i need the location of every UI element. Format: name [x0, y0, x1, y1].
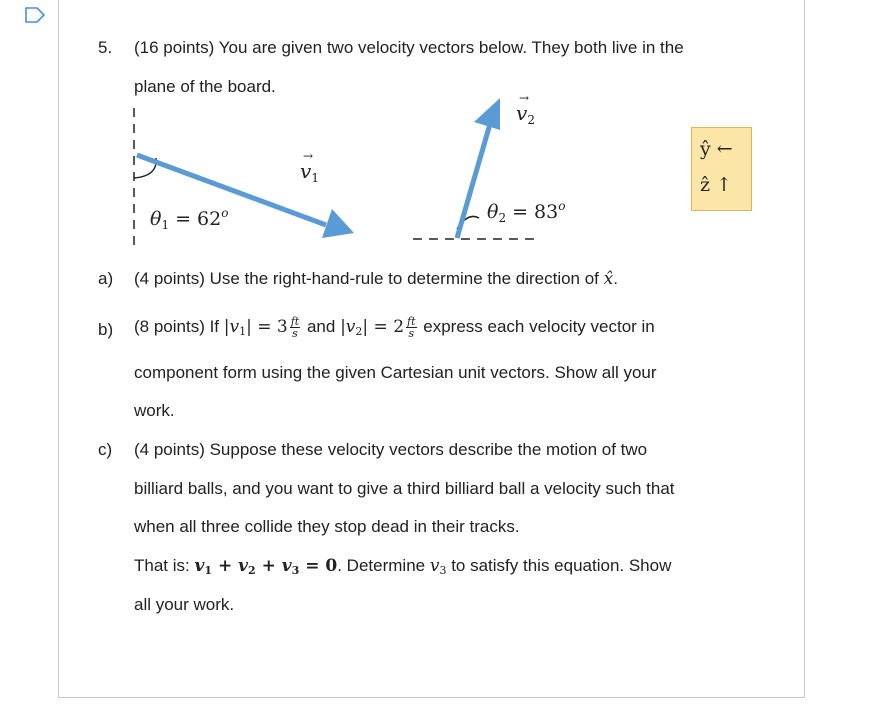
v2-label: $v_2$: [516, 101, 535, 127]
part-c-line-2: billiard balls, and you want to give a third billiard ball a velocity such that: [134, 479, 675, 498]
v1-label: $v_1$: [300, 159, 319, 185]
v1-arrow-accent: →: [303, 149, 314, 163]
vector-v2-head: [474, 98, 500, 130]
part-b-label: b): [98, 320, 114, 339]
unit-vector-legend: [691, 127, 752, 211]
equation: $v_1 + v_2 + v_3 = 0$: [194, 556, 338, 577]
v2-arrow-accent: →: [519, 91, 530, 105]
intro-line-1: You are given two velocity vectors below. They both live in the: [218, 38, 684, 57]
theta2-label: $\theta_2 = 83^o$: [487, 199, 566, 225]
intro-line-2: plane of the board.: [134, 77, 276, 96]
part-c-line-3: when all three collide they stop dead in their tracks.: [134, 517, 520, 536]
vector-figure: [0, 0, 887, 260]
part-c-line-5: all your work.: [134, 595, 235, 614]
y-hat-direction: ŷ ←: [700, 138, 733, 160]
theta1-label: $\theta_1 = 62^o$: [150, 206, 229, 232]
vector-v2: [457, 124, 490, 238]
problem-number: 5.: [98, 38, 113, 57]
part-a-label: a): [98, 269, 114, 288]
vector-v1-head: [322, 209, 354, 238]
part-a-text: (4 points) Use the right-hand-rule to determine the direction of x̂.: [134, 269, 618, 289]
vector-v1: [137, 155, 326, 225]
z-hat-direction: ẑ ↑: [700, 174, 732, 196]
part-b-line-1: (8 points) If $|v_1| = 3$ $\frac{ft}{s}$ and $|v_2| = 2$ $\frac{ft}{s}$ express each velocity vector in: [134, 315, 655, 340]
part-c-line-4: That is: $v_1 + v_2 + v_3 = 0$. Determine $v_3$ to satisfy this equation. Show: [134, 556, 672, 577]
part-b-line-2: component form using the given Cartesian unit vectors. Show all your: [134, 363, 657, 382]
part-b-line-3: work.: [134, 401, 175, 420]
part-c-line-1: (4 points) Suppose these velocity vectors describe the motion of two: [134, 440, 648, 459]
problem-points: (16 points): [134, 38, 215, 57]
part-c-label: c): [98, 440, 113, 459]
